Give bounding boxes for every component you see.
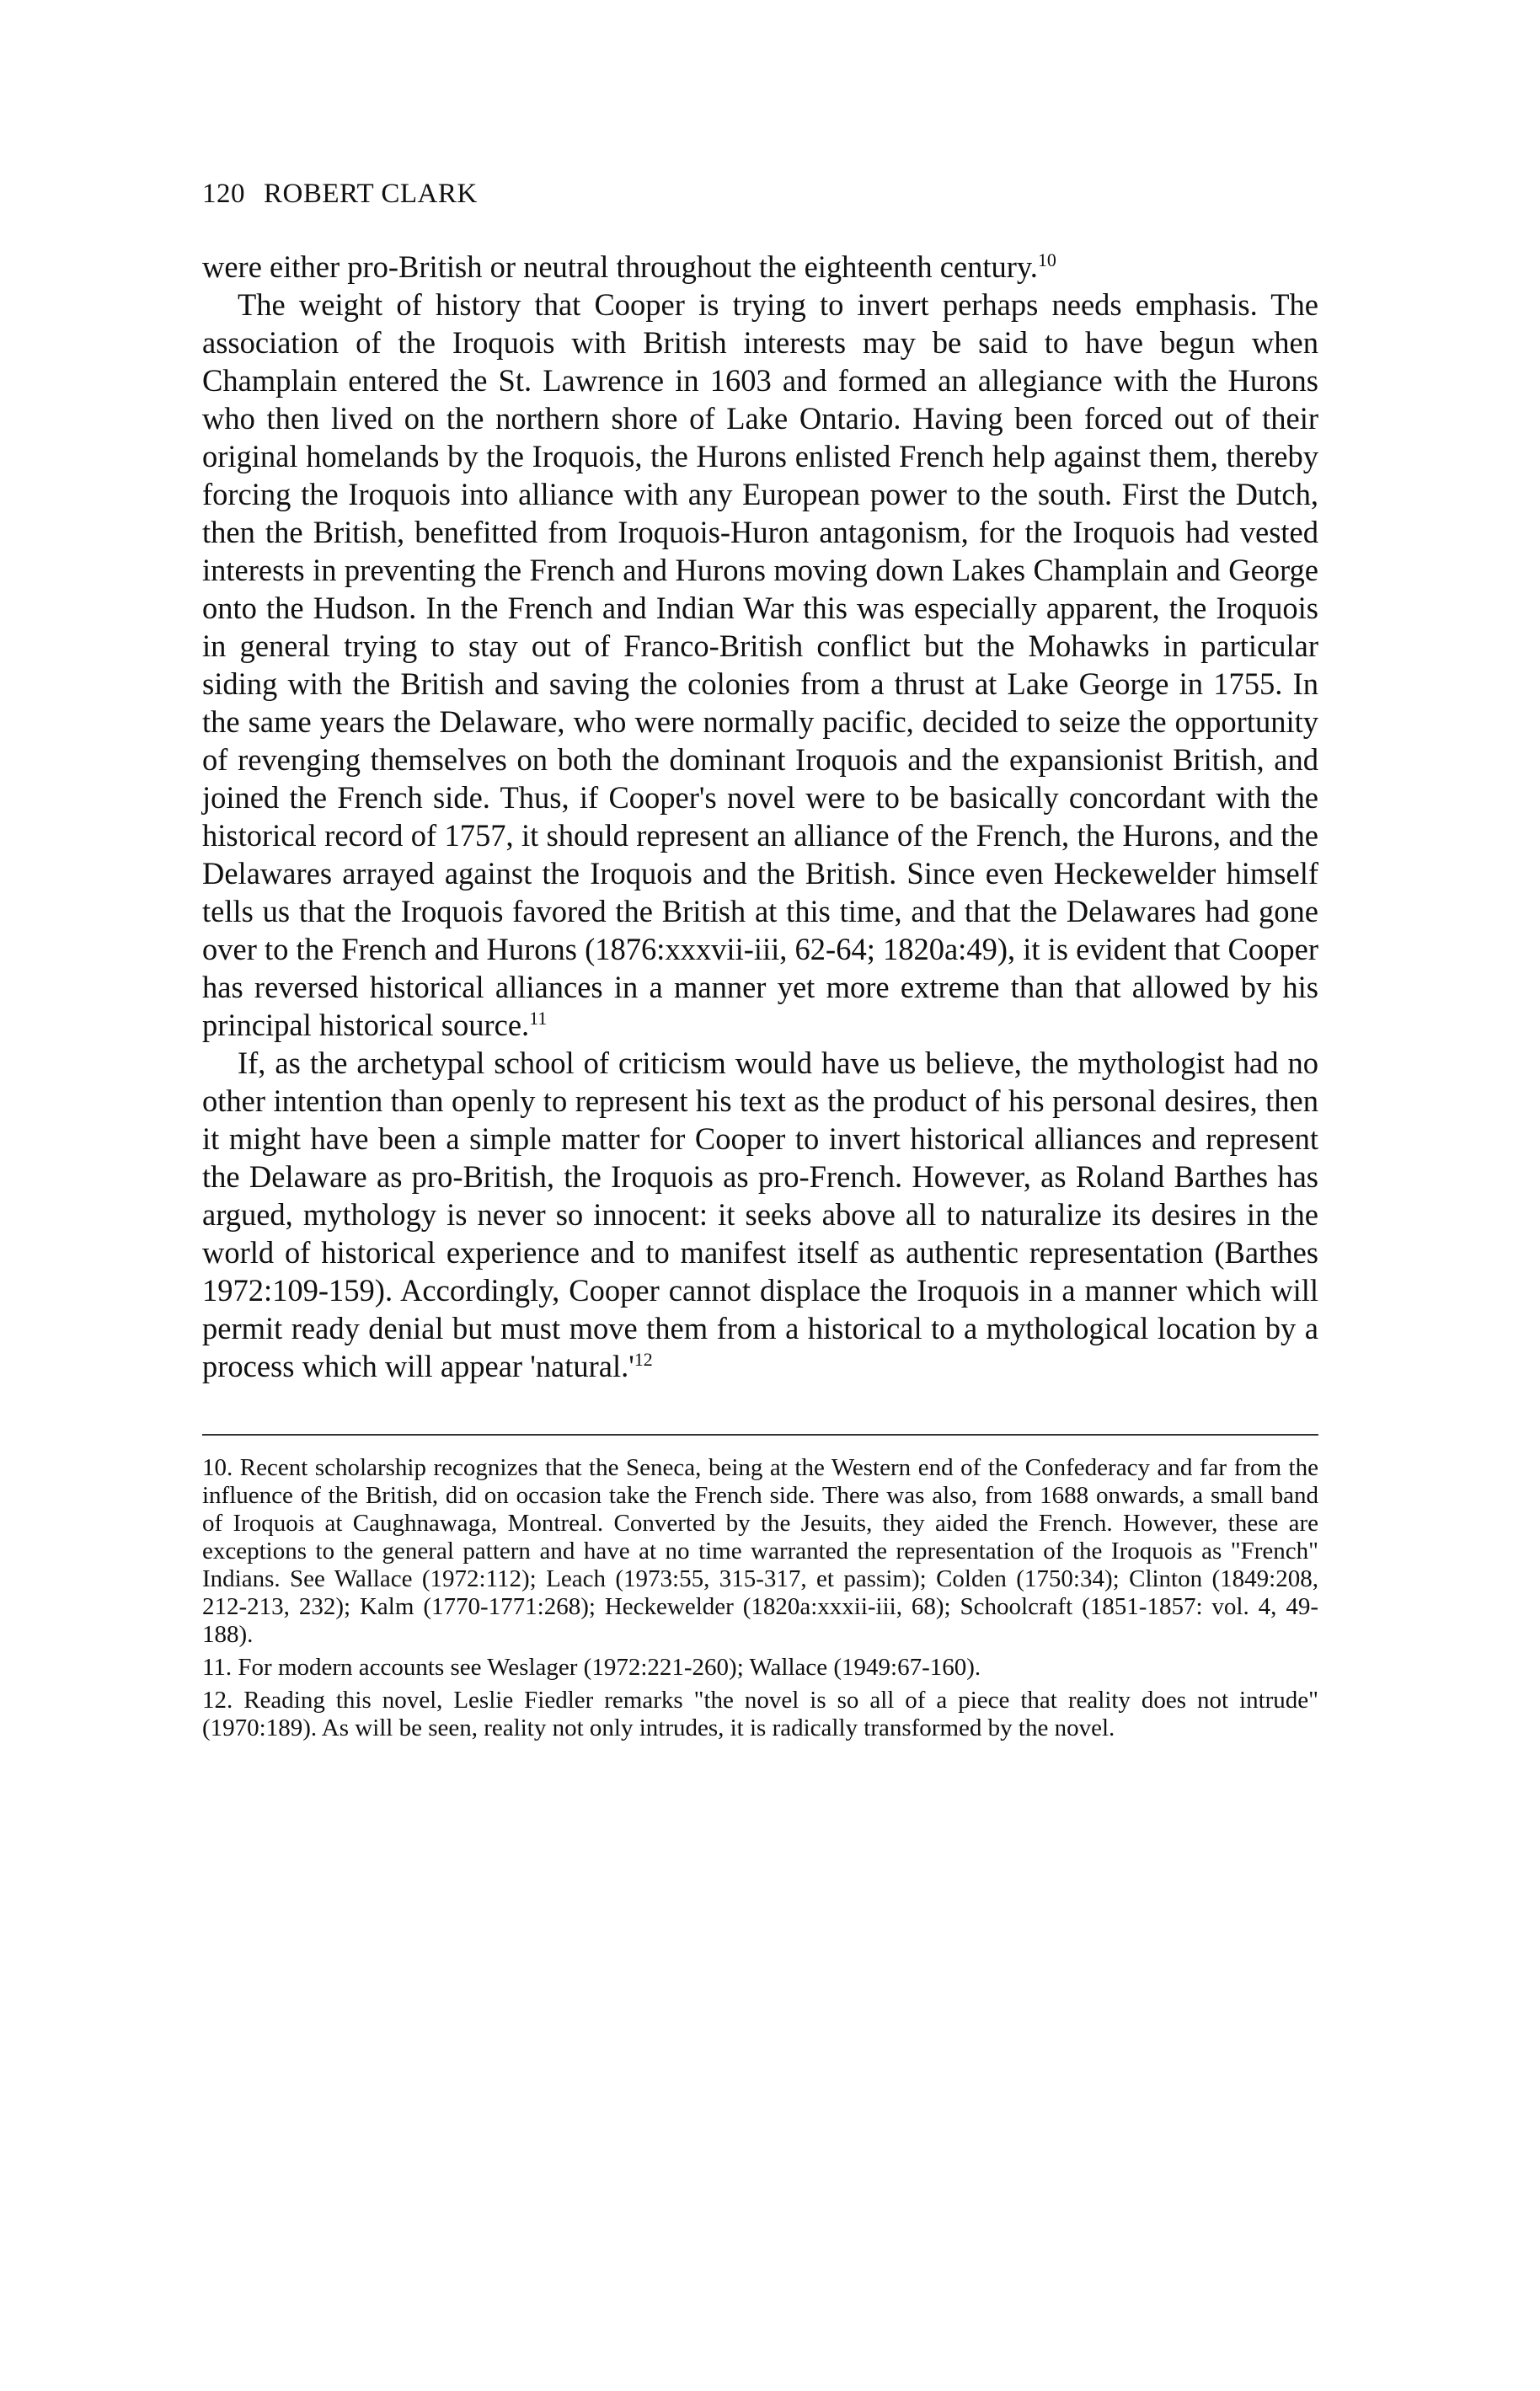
paragraph-2 (202, 286, 1318, 1044)
paragraph-1 (202, 248, 1318, 286)
body-text (202, 248, 1318, 1385)
footnote-ref-12: 12 (634, 1348, 653, 1370)
paragraph-3 (202, 1044, 1318, 1385)
paragraph-3-text: If, as the archetypal school of criticism would have us believe, the mythologist had no other intention than openly to represent his text as the product of his personal desires, then it might have been a simple matter for Cooper to invert historical alliances and represent the Delaware as pro-British, the Iroquois as pro-French. However, as Roland Barthes has argued, mythology is never so innocent: it seeks above all to naturalize its desires in the world of historical experience and to manifest itself as authentic representation (Barthes 1972:109-159). Accordingly, Cooper cannot displace the Iroquois in a manner which will permit ready denial but must move them from a historical to a mythological location by a process which will appear 'natural.' (202, 1046, 1318, 1383)
page (202, 177, 1318, 1747)
footnotes (202, 1454, 1318, 1742)
footnote-11: 11. For modern accounts see Weslager (1972:221-260); Wallace (1949:67-160). (202, 1654, 981, 1681)
footnote-ref-10: 10 (1037, 249, 1056, 270)
paragraph-1-text: were either pro-British or neutral throughout the eighteenth century. (202, 249, 1038, 284)
paragraph-2-text: The weight of history that Cooper is trying to invert perhaps needs emphasis. The association of the Iroquois with British interests may be said to have begun when Champlain entered the St. Lawrence in 1603 and formed an allegiance with the Hurons who then lived on the northern shore of Lake Ontario. Having been forced out of their original homelands by the Iroquois, the Hurons enlisted French help against them, thereby forcing the Iroquois into alliance with any European power to the south. First the Dutch, then the British, benefitted from Iroquois-Huron antagonism, for the Iroquois had vested interests in preventing the French and Hurons moving down Lakes Champlain and George onto the Hudson. In the French and Indian War this was especially apparent, the Iroquois in general trying to stay out of Franco-British conflict but the Mohawks in particular siding with the British and saving the colonies from a thrust at Lake George in 1755. In the same years the Delaware, who were normally pacific, decided to seize the opportunity of revenging themselves on both the dominant Iroquois and the expansionist British, and joined the French side. Thus, if Cooper's novel were to be basically concordant with the historical record of 1757, it should represent an alliance of the French, the Hurons, and the Delawares arrayed against the Iroquois and the British. Since even Heckewelder himself tells us that the Iroquois favored the British at this time, and that the Delawares had gone over to the French and Hurons (1876:xxxvii-iii, 62-64; 1820a:49), it is evident that Cooper has reversed historical alliances in a manner yet more extreme than that allowed by his principal historical source. (202, 287, 1318, 1042)
footnote-12: 12. Reading this novel, Leslie Fiedler remarks "the novel is so all of a piece that reality does not intrude" (1970:189). As will be seen, reality not only intrudes, it is radically transformed by the novel. (202, 1687, 1318, 1741)
running-head (202, 177, 1318, 211)
running-head-author: ROBERT CLARK (264, 179, 478, 209)
footnote-10: 10. Recent scholarship recognizes that the Seneca, being at the Western end of the Confederacy and far from the influence of the British, did on occasion take the French side. There was also, from 1688 onwards, a small band of Iroquois at Caughnawaga, Montreal. Converted by the Jesuits, they aided the French. However, these are exceptions to the general pattern and have at no time warranted the representation of the Iroquois as "French" Indians. See Wallace (1972:112); Leach (1973:55, 315-317, et passim); Colden (1750:34); Clinton (1849:208, 212-213, 232); Kalm (1770-1771:268); Heckewelder (1820a:xxxii-iii, 68); Schoolcraft (1851-1857: vol. 4, 49-188). (202, 1454, 1318, 1648)
footnote-divider (202, 1434, 1318, 1436)
footnote-ref-11: 11 (529, 1007, 548, 1029)
page-number: 120 (202, 179, 245, 209)
